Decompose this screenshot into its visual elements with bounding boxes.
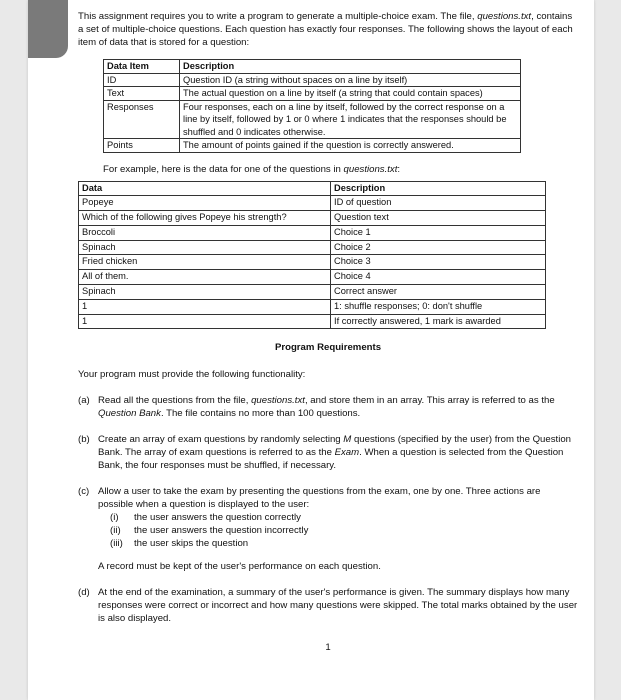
layout-table bbox=[103, 59, 521, 153]
table-cell: Correct answer bbox=[331, 285, 546, 300]
table-cell: If correctly answered, 1 mark is awarded bbox=[331, 314, 546, 329]
table-cell: ID bbox=[104, 73, 180, 87]
table-row bbox=[79, 299, 546, 314]
filename: questions.txt bbox=[343, 163, 398, 175]
term: Exam bbox=[334, 447, 360, 459]
table-cell: Choice 4 bbox=[331, 270, 546, 285]
table-cell: 1 bbox=[79, 299, 331, 314]
example-intro: For example, here is the data for one of the questions in questions.txt: bbox=[103, 163, 401, 175]
column-header: Description bbox=[180, 60, 521, 74]
column-header: Data Item bbox=[104, 60, 180, 74]
table-cell: Choice 2 bbox=[331, 240, 546, 255]
table-cell: Spinach bbox=[79, 285, 331, 300]
table-cell: ID of question bbox=[331, 196, 546, 211]
page-number: 1 bbox=[325, 642, 331, 654]
table-row bbox=[79, 255, 546, 270]
filename: questions.txt bbox=[477, 11, 532, 22]
section-heading: Program Requirements bbox=[274, 342, 382, 354]
table-cell: Choice 3 bbox=[331, 255, 546, 270]
table-cell: Responses bbox=[104, 100, 180, 139]
list-item: (ii) the user answers the question incorrectly bbox=[110, 525, 309, 537]
table-row bbox=[79, 314, 546, 329]
table-cell: Four responses, each on a line by itself, followed by the correct response on a line by itself, followed by 1 or 0 where 1 indicates that the responses should be shuffled and 0 indicates otherwise. bbox=[180, 100, 521, 139]
table-cell: Question text bbox=[331, 211, 546, 226]
table-cell: Which of the following gives Popeye his strength? bbox=[79, 211, 331, 226]
table-header-row bbox=[104, 60, 521, 74]
requirement-b bbox=[78, 433, 578, 472]
table-cell: Fried chicken bbox=[79, 255, 331, 270]
item-text: Allow a user to take the exam by presenting the questions from the exam, one by one. Three actions are possible when a question is displayed to the user: bbox=[98, 486, 541, 511]
table-cell: Broccoli bbox=[79, 225, 331, 240]
table-row bbox=[79, 285, 546, 300]
column-header: Description bbox=[331, 181, 546, 196]
table-row bbox=[79, 270, 546, 285]
table-cell: Question ID (a string without spaces on a line by itself) bbox=[180, 73, 521, 87]
requirement-c bbox=[78, 485, 578, 550]
column-header: Data bbox=[79, 181, 331, 196]
table-header-row bbox=[79, 181, 546, 196]
table-row bbox=[104, 100, 521, 139]
record-note: A record must be kept of the user's performance on each question. bbox=[98, 561, 381, 573]
term: Question Bank bbox=[98, 408, 161, 420]
filename: questions.txt bbox=[251, 395, 305, 407]
item-body bbox=[98, 485, 578, 550]
table-row bbox=[104, 87, 521, 101]
table-row bbox=[79, 240, 546, 255]
table-row bbox=[104, 73, 521, 87]
table-cell: The amount of points gained if the question is correctly answered. bbox=[180, 139, 521, 153]
requirement-d bbox=[78, 586, 578, 625]
corner-tab bbox=[28, 0, 68, 58]
item-text: At the end of the examination, a summary of the user's performance is given. The summary displays how many responses were correct or incorrect and how many questions were skipped. The total marks obtained by the user is also displayed. bbox=[98, 587, 578, 625]
table-cell: Spinach bbox=[79, 240, 331, 255]
term: M bbox=[343, 434, 352, 446]
table-row bbox=[79, 225, 546, 240]
requirement-a bbox=[78, 394, 578, 420]
list-item: (i) the user answers the question correctly bbox=[110, 512, 301, 524]
document-content bbox=[78, 10, 578, 654]
table-cell: Choice 1 bbox=[331, 225, 546, 240]
table-cell: Popeye bbox=[79, 196, 331, 211]
example-table bbox=[78, 181, 546, 330]
table-cell: Points bbox=[104, 139, 180, 153]
table-cell: All of them. bbox=[79, 270, 331, 285]
intro-paragraph: This assignment requires you to write a program to generate a multiple-choice exam. The file, questions.txt, contains a set of multiple-choice questions. Each question has exactly four responses. The following shows the layout of each item of data that is stored for a question: bbox=[78, 11, 573, 48]
item-label: (b) bbox=[78, 434, 90, 446]
table-cell: 1 bbox=[79, 314, 331, 329]
item-label: (d) bbox=[78, 587, 90, 599]
item-label: (a) bbox=[78, 395, 90, 407]
table-row bbox=[79, 211, 546, 226]
item-label: (c) bbox=[78, 486, 90, 498]
requirements-lead: Your program must provide the following functionality: bbox=[78, 369, 306, 381]
table-cell: The actual question on a line by itself (a string that could contain spaces) bbox=[180, 87, 521, 101]
table-cell: 1: shuffle responses; 0: don't shuffle bbox=[331, 299, 546, 314]
table-cell: Text bbox=[104, 87, 180, 101]
document-page bbox=[28, 0, 594, 700]
table-row bbox=[79, 196, 546, 211]
table-row bbox=[104, 139, 521, 153]
item-text: Create an array of exam questions by randomly selecting M questions (specified by the user) from the Question Bank. The array of exam questions is referred to as the Exam. When a question is selected from the Question Bank, the four responses must be shuffled, if necessary. bbox=[98, 434, 571, 472]
list-item: (iii) the user skips the question bbox=[110, 538, 249, 550]
item-text: Read all the questions from the file, questions.txt, and store them in an array. This array is referred to as the Question Bank. The file contains no more than 100 questions. bbox=[98, 395, 555, 420]
